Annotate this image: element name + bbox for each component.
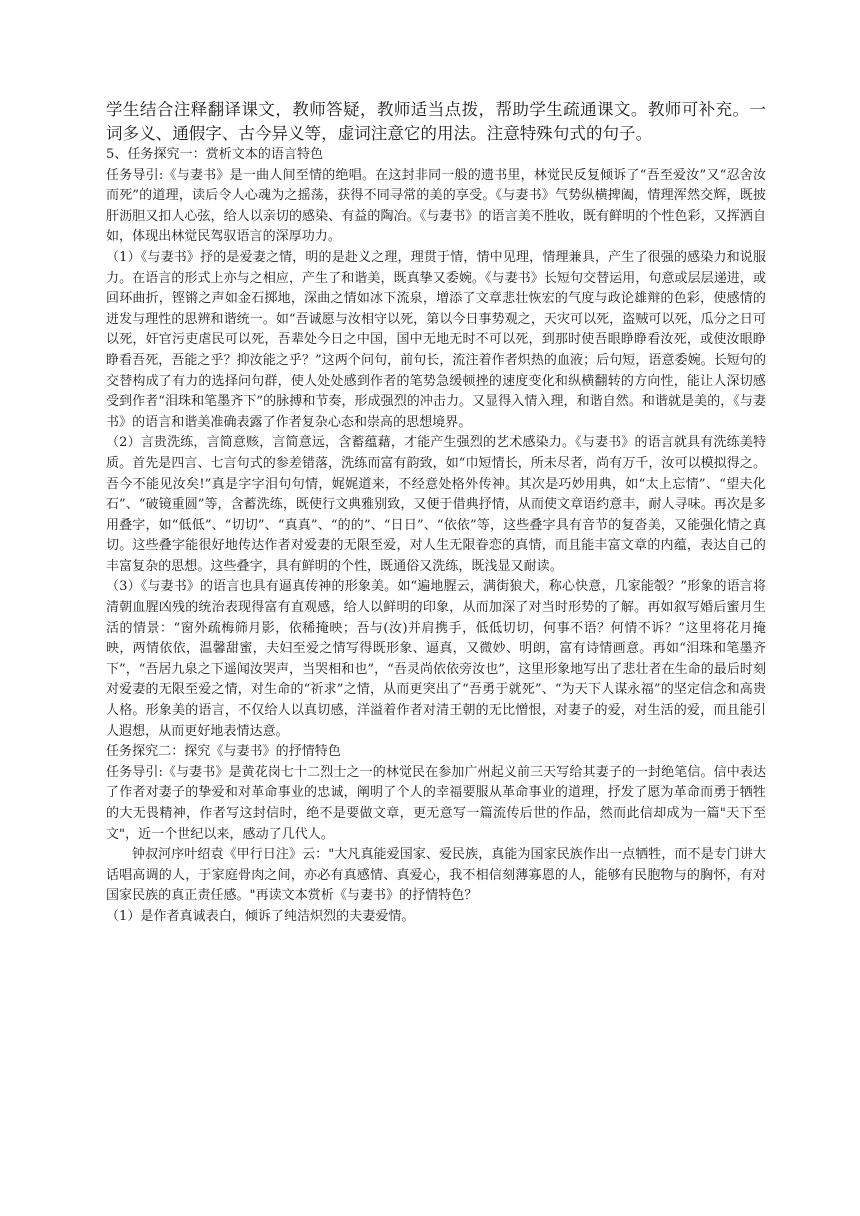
point-3-paragraph: （3）《与妻书》的语言也具有逼真传神的形象美。如“遍地腥云，满街狼犬，称心快意，几家能彀？”形象的语言将清朝血腥凶残的统治表现得富有直观感，给人以鲜明的印象，从而加深了对当时形势的了解。再如叙写婚后蜜月生活的情景：“窗外疏梅筛月影，依稀掩映；吾与(汝)并肩携手，低低切切，何事不语？何情不诉？”这里将花月掩映，两情依依，温馨甜蜜，夫妇至爱之情写得既形象、逼真，又微妙、明朗，富有诗情画意。再如“泪珠和笔墨齐下”，“吾居九泉之下遥闻汝哭声，当哭相和也”，“吾灵尚依依旁汝也”，这里形象地写出了悲壮者在生命的最后时刻对爱妻的无限至爱之情，对生命的“祈求”之情，从而更突出了“吾勇于就死”、“为天下人谋永福”的坚定信念和高贵人格。形象美的语言，不仅给人以真切感，洋溢着作者对清王朝的无比憎恨，对妻子的爱，对生活的爱，而且能引人遐想，从而更好地表情达意。: [106, 579, 766, 739]
task-one-guide: 任务导引:《与妻书》是一曲人间至情的绝唱。在这封非同一般的遗书里，林觉民反复倾诉了“吾至爱汝”又“忍舍汝而死”的道理，读后令人心魂为之摇荡，获得不同寻常的美的享受。《与妻书》气势纵横捭阖，情理浑然交辉，既披肝沥胆又扣人心弦，给人以亲切的感染、有益的陶冶。《与妻书》的语言美不胜收，既有鲜明的个性色彩，又挥洒自如，体现出林觉民驾驭语言的深厚功力。: [106, 167, 766, 245]
task-two-heading: 任务探究二：探究《与妻书》的抒情特色: [106, 744, 341, 760]
document-body: [106, 98, 766, 928]
quote-paragraph: 钟叔河序叶绍袁《甲行日注》云："大凡真能爱国家、爱民族，真能为国家民族作出一点牺牲，而不是专门讲大话唱高调的人，于家庭骨肉之间，亦必有真感情、真爱心，我不相信刻薄寡恩的人，能够有民胞物与的胸怀，有对国家民族的真正责任感。"再读文本赏析《与妻书》的抒情特色？: [106, 847, 766, 904]
point-1-paragraph: （1）《与妻书》抒的是爱妻之情，明的是赴义之理，理贯于情，情中见理，情理兼具，产生了很强的感染力和说服力。在语言的形式上亦与之相应，产生了和谐美，既真挚又委婉。《与妻书》长短句交替运用，句意或层层递进，或回环曲折，铿锵之声如金石掷地，深曲之情如冰下流泉，增添了文章悲壮恢宏的气度与政论雄辩的色彩，使感情的迸发与理性的思辨和谐统一。如“吾诚愿与汝相守以死，第以今日事势观之，天灾可以死，盗贼可以死，瓜分之日可以死，奸官污吏虐民可以死，吾辈处今日之中国，国中无地无时不可以死，到那时使吾眼睁睁看汝死，或使汝眼睁睁看吾死，吾能之乎？抑汝能之乎？”这两个问句，前句长，流注着作者炽热的血液；后句短，语意委婉。长短句的交替构成了有力的选择问句群，使人处处感到作者的笔势急缓顿挫的速度变化和纵横翻转的方向性，能让人深切感受到作者“泪珠和笔墨齐下”的脉搏和节奏，形成强烈的冲击力。又显得入情入理，和谐自然。和谐就是美的，《与妻书》的语言和谐美准确表露了作者复杂心态和崇高的思想境界。: [106, 249, 766, 430]
task-one-heading: 5、任务探究一：赏析文本的语言特色: [106, 147, 324, 162]
intro-paragraph: 学生结合注释翻译课文，教师答疑，教师适当点拨，帮助学生疏通课文。教师可补充。一词多义、通假字、古今异义等，虚词注意它的用法。注意特殊句式的句子。: [106, 100, 766, 143]
task-two-guide: 任务导引:《与妻书》是黄花岗七十二烈士之一的林觉民在参加广州起义前三天写给其妻子的一封绝笔信。信中表达了作者对妻子的挚爱和对革命事业的忠诚，阐明了个人的幸福要服从革命事业的道理，抒发了愿为革命而勇于牺牲的大无畏精神，作者写这封信时，绝不是要做文章，更无意写一篇流传后世的作品，然而此信却成为一篇"天下至文"，近一个世纪以来，感动了几代人。: [106, 764, 766, 842]
final-point-paragraph: （1）是作者真诚表白，倾诉了纯洁炽烈的夫妻爱情。: [106, 908, 415, 924]
point-2-paragraph: （2）言贵洗练，言简意赅，言简意远，含蓄蕴藉，才能产生强烈的艺术感染力。《与妻书》的语言就具有洗练美特质。首先是四言、七言句式的参差错落，洗练而富有韵致，如“巾短情长，所未尽者，尚有万千，汝可以模拟得之。吾今不能见汝矣!”真是字字泪句句情，娓娓道来，不经意处格外传神。其次是巧妙用典，如“太上忘情”、“望夫化石”、“破镜重圆”等，含蓄洗练，既使行文典雅别致，又便于借典抒情，从而使文章语约意丰，耐人寻味。再次是多用叠字，如“低低”、“切切”、“真真”、“的的”、“日日”、“依依”等，这些叠字具有音节的复沓美，又能强化情之真切。这些叠字能很好地传达作者对爱妻的无限至爱，对人生无限眷恋的真情，而且能丰富文章的内蕴，表达自己的丰富复杂的思想。这些叠字，具有鲜明的个性，既通俗又洗练，既浅显又耐读。: [106, 435, 766, 574]
